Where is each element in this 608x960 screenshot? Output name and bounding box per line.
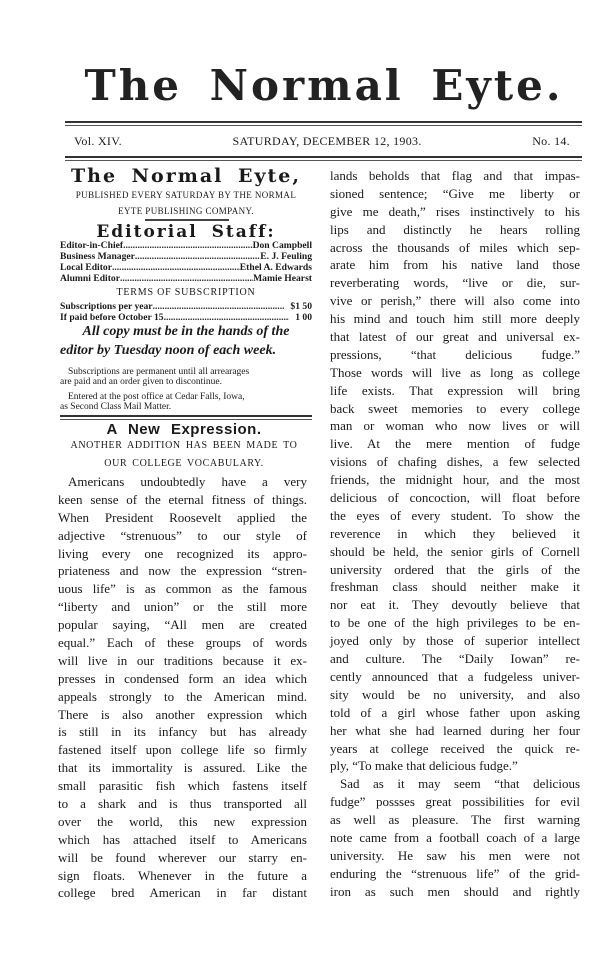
article-text-line: university. He saw his men were not bbox=[330, 847, 580, 863]
short-divider bbox=[145, 219, 229, 221]
terms-label: If paid before October 15 bbox=[60, 312, 164, 323]
article-text-line: life exists. That expression will bring bbox=[330, 382, 580, 398]
staff-name: E. J. Feuling bbox=[260, 251, 312, 262]
article-headline: A New Expression. bbox=[106, 421, 262, 438]
staff-name: Ethel A. Edwards bbox=[239, 262, 312, 273]
article-text-line: years at college received the quick re- bbox=[330, 740, 580, 756]
article-text-line: visions of chafing dishes, a few selected bbox=[330, 454, 580, 470]
article-text-line: “liberty and union” or the still more bbox=[58, 599, 307, 615]
staff-role: Alumni Editor bbox=[60, 273, 120, 284]
staff-name: Mamie Hearst bbox=[253, 273, 312, 284]
article-text-line: joyed only by those of superior intellect bbox=[330, 633, 580, 649]
volume-label: Vol. XIV. bbox=[74, 134, 122, 148]
article-text-line: nor eat it. They devoutly believe that bbox=[330, 597, 580, 613]
article-text-line: cently announced that a fudgeless univer- bbox=[330, 668, 580, 684]
terms-list bbox=[60, 301, 312, 323]
article-text-line: will be found wherever our starry en- bbox=[58, 849, 307, 865]
issue-info-bar bbox=[74, 133, 570, 149]
masthead-rule bbox=[65, 121, 582, 123]
terms-price: $1 50 bbox=[290, 301, 312, 312]
article-text-line: enduring the “strenuous life” of the grid- bbox=[330, 865, 580, 881]
article-text-line: his mind and touch him still more deeply bbox=[330, 311, 580, 327]
article-text-line: adjective “strenuous” to our style of bbox=[58, 527, 307, 543]
leader-dots bbox=[123, 240, 252, 251]
article-text-line: give me death,” rises instinctively to his bbox=[330, 203, 580, 219]
section-rule bbox=[60, 415, 312, 417]
article-text-line: vive or perish,” there will also come into bbox=[330, 293, 580, 309]
info-bar-rule bbox=[65, 156, 582, 158]
article-text-line: the eyes of every student. To show the bbox=[330, 507, 580, 523]
article-text-line: fudge” possses great possibilities for evil bbox=[330, 794, 580, 810]
entered-note-line-2: as Second Class Mail Matter. bbox=[60, 402, 172, 412]
staff-role: Local Editor bbox=[60, 262, 112, 273]
article-text-line: living every one recognized its appro- bbox=[58, 545, 307, 561]
section-rule-thin bbox=[60, 419, 312, 420]
article-text-line: pressions, “that delicious fudge.” bbox=[330, 346, 580, 362]
published-line-2: EYTE PUBLISHING COMPANY. bbox=[118, 206, 254, 216]
article-text-line: reverberating words, “live or die, sur- bbox=[330, 275, 580, 291]
article-text-line: back sweet memories to every college bbox=[330, 400, 580, 416]
masthead-rule-thin bbox=[65, 125, 582, 126]
article-text-line: presses in condensed form an idea which bbox=[58, 670, 307, 686]
article-body-right-column bbox=[330, 167, 580, 901]
article-text-line: college bred American in far distant bbox=[58, 885, 307, 901]
publisher-box-title: The Normal Eyte, bbox=[71, 165, 301, 187]
article-text-line: appeals strongly to the American mind. bbox=[58, 688, 307, 704]
article-text-line: Americans undoubtedly have a very bbox=[68, 474, 307, 489]
terms-price: 1 00 bbox=[295, 312, 312, 323]
staff-row bbox=[60, 251, 312, 262]
article-text-line: keen sense of the eternal fitness of things. bbox=[58, 491, 307, 507]
leader-dots bbox=[112, 262, 240, 273]
terms-label: Subscriptions per year bbox=[60, 301, 153, 312]
staff-role: Business Manager bbox=[60, 251, 135, 262]
article-text-line: sity would be no university, and also bbox=[330, 686, 580, 702]
article-text-line: arate him from his native land those bbox=[330, 257, 580, 273]
article-text-line: fastened itself upon college life so firmly bbox=[58, 742, 307, 758]
article-text-line: live. At the mere mention of fudge bbox=[330, 436, 580, 452]
article-text-line: note came from a football coach of a large bbox=[330, 829, 580, 845]
article-body-left-column bbox=[58, 473, 307, 902]
masthead-title: The Normal Eyte. bbox=[84, 61, 564, 110]
issue-number: No. 14. bbox=[532, 134, 570, 148]
article-text-line: popular saying, “All men are created bbox=[58, 617, 307, 633]
terms-heading: TERMS OF SUBSCRIPTION bbox=[116, 287, 256, 298]
article-text-line: ply, “To make that delicious fudge.” bbox=[330, 758, 518, 774]
entered-note-line-1: Entered at the post office at Cedar Falls, Iowa, bbox=[68, 392, 245, 402]
article-text-line: Sad as it may seem “that delicious bbox=[340, 776, 580, 792]
article-text-line: freshman class should neither make it bbox=[330, 579, 580, 595]
copy-notice-line-2: editor by Tuesday noon of each week. bbox=[60, 343, 277, 358]
staff-row bbox=[60, 240, 312, 251]
article-text-line: man or woman who now lives or will bbox=[330, 418, 580, 434]
leader-dots bbox=[120, 273, 253, 284]
terms-row bbox=[60, 312, 312, 323]
staff-name: Don Campbell bbox=[252, 240, 312, 251]
article-text-line: and culture. The “Daily Iowan” re- bbox=[330, 651, 580, 667]
article-text-line: that its immortality is assured. Like the bbox=[58, 760, 307, 776]
article-text-line: small parasitic fish which fastens itself bbox=[58, 778, 307, 794]
staff-heading: Editorial Staff: bbox=[96, 222, 276, 242]
terms-row bbox=[60, 301, 312, 312]
permanent-note-line-1: Subscriptions are permanent until all arrearages bbox=[68, 367, 250, 377]
article-text-line: There is also another expression which bbox=[58, 706, 307, 722]
leader-dots bbox=[135, 251, 260, 262]
article-text-line: When President Roosevelt applied the bbox=[58, 509, 307, 525]
staff-role: Editor-in-Chief bbox=[60, 240, 124, 251]
article-text-line: equal.” Each of these groups of words bbox=[58, 635, 307, 651]
article-text-line: told of a girl whose father upon asking bbox=[330, 704, 580, 720]
article-text-line: sioned sentence; “Give me liberty or bbox=[330, 185, 580, 201]
published-line-1: PUBLISHED EVERY SATURDAY BY THE NORMAL bbox=[75, 190, 297, 200]
article-text-line: Those words will live as long as college bbox=[330, 364, 580, 380]
article-subhead-line-2: OUR COLLEGE VOCABULARY. bbox=[104, 458, 264, 469]
permanent-note-line-2: are paid and an order given to discontinue. bbox=[60, 377, 222, 387]
article-text-line: lands beholds that flag and that impas- bbox=[330, 168, 580, 183]
article-text-line: to a shark and is thus transported all bbox=[58, 796, 307, 812]
article-text-line: friends, the midnight hour, and the most bbox=[330, 472, 580, 488]
article-text-line: over the world, this new expression bbox=[58, 813, 307, 829]
article-text-line: lips and distinctly he hears rolling bbox=[330, 221, 580, 237]
copy-notice-line-1: All copy must be in the hands of the bbox=[82, 324, 290, 339]
article-text-line: her what she had learned during her four bbox=[330, 722, 580, 738]
article-text-line: that latest of our great and universal ex- bbox=[330, 329, 580, 345]
staff-list bbox=[60, 240, 312, 284]
article-text-line: to be one of the high privileges to be en- bbox=[330, 615, 580, 631]
article-text-line: as well as pleasure. The first warning bbox=[330, 812, 580, 828]
staff-row bbox=[60, 273, 312, 284]
article-text-line: should be held, the senior girls of Cornell bbox=[330, 543, 580, 559]
article-text-line: delicious of concoction, will float before bbox=[330, 490, 580, 506]
article-text-line: is still in its infancy but has already bbox=[58, 724, 307, 740]
article-text-line: sign floats. Whenever in the future a bbox=[58, 867, 307, 883]
article-subhead-line-1: ANOTHER ADDITION HAS BEEN MADE TO bbox=[70, 440, 298, 451]
issue-date: SATURDAY, DECEMBER 12, 1903. bbox=[232, 134, 422, 148]
article-text-line: which has attached itself to Americans bbox=[58, 831, 307, 847]
article-text-line: across the thousands of miles which sep- bbox=[330, 239, 580, 255]
article-text-line: reverence in which they believed it bbox=[330, 525, 580, 541]
staff-row bbox=[60, 262, 312, 273]
article-text-line: uous life” is as common as the famous bbox=[58, 581, 307, 597]
article-text-line: priateness and now the expression “stren- bbox=[58, 563, 307, 579]
article-text-line: iron as such men should and rightly bbox=[330, 883, 580, 899]
info-bar-rule-thin bbox=[65, 160, 582, 161]
article-text-line: will live in our traditions because it ex- bbox=[58, 652, 307, 668]
leader-dots bbox=[164, 312, 290, 323]
article-text-line: university ordered that the girls of the bbox=[330, 561, 580, 577]
leader-dots bbox=[153, 301, 285, 312]
